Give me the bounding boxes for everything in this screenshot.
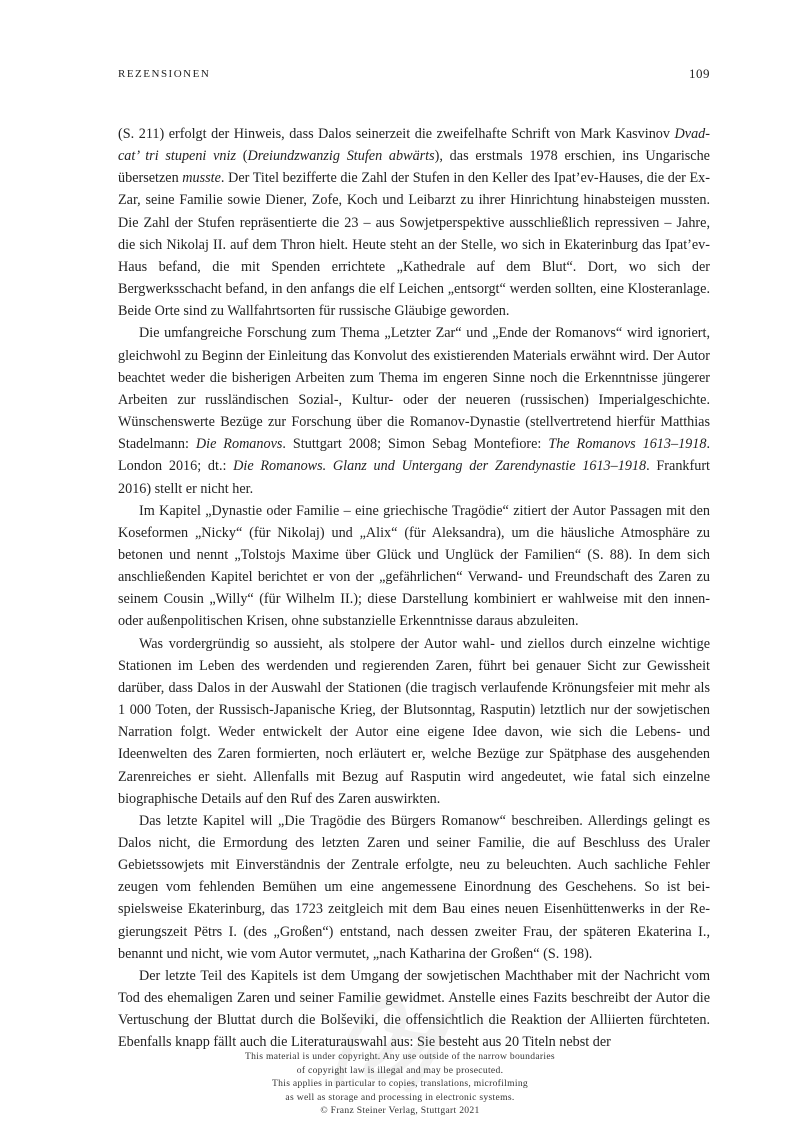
text-run: Was vordergründig so aussieht, als stolpere der Autor wahl- und ziellos durch einzelne wichtige Stationen im Leben des werdenden und regierenden Zaren, führt bei genauer Sicht zur Gewissheit darüber, dass Dalos in der Auswahl der Stationen (die tragisch verlaufende Krönungsfeier mit mehr als 1 000 Toten, der Russisch-Japanische Krieg, der Blutsonntag, Rasputin) letztlich nur der sowjetischen Narration folgt. Weder entwickelt der Autor eine eigene Idee davon, wie sich die Lebens- und Ideenwelten des Zaren formierten, noch erläutert er, welche Bezüge zur Spätphase des ausgehenden Zarenreiches er sieht. Allenfalls mit Bezug auf Rasputin wird angedeutet, wie fatal sich einzelne biographische Details auf den Ruf des Zaren auswirkten. — [118, 635, 710, 807]
paragraph — [118, 322, 710, 499]
italic-title: Dvadcat’ tri stupeni vniz — [118, 126, 710, 165]
running-head — [118, 68, 710, 86]
copyright-line: of copyright law is illegal and may be prosecuted. — [296, 1064, 504, 1076]
text-run: Im Kapitel „Dynastie oder Familie – eine griechische Tragödie“ zitiert der Autor Passagen mit den Koseformen „Nicky“ (für Nikolaj) und „Alix“ (für Aleksandra), um die häusliche Atmosphäre zu betonen und nennt „Tolstojs Maxime über Glück und Unglück der Familien“ (S. 88). In dem sich anschließenden Kapitel berichtet er von der „gefährlichen“ Verwand- und Freundschaft des Zaren zu seinem Cousin „Willy“ (für Wilhelm II.); diese Darstellung kombiniert er wahlweise mit den innen- oder außenpolitischen Krisen, ohne substanzielle Erkenntnisse daraus abzuleiten. — [118, 502, 710, 630]
text-run: . Stuttgart 2008; Simon Sebag Montefiore: — [282, 436, 549, 453]
italic-title: Die Romanovs — [195, 436, 283, 453]
text-run: (S. 211) erfolgt der Hinweis, dass Dalos seinerzeit die zweifelhafte Schrift von Mark Kasvinov — [118, 126, 675, 142]
copyright-line: This applies in particular to copies, translations, microfilming — [271, 1078, 529, 1089]
text-run: . Der Titel bezifferte die Zahl der Stufen in den Keller des Ipat’ev-Hauses, die der Ex-Zar, seine Familie sowie Diener, Zofe, Koch und Leibarzt zu ihrer Hinrichtung hinabsteigen mussten. Die Zahl der Stufen repräsentierte die 23 – aus Sowjetperspektive ausschließlich repressiven – Jahre, die sich Nikolaj II. auf dem Thron hielt. Heute steht an der Stelle, wo sich in Ekaterinburg das Ipat’ev-Haus befand, die mit Spenden errichtete „Kathedrale auf dem Blut“. Dort, wo sich der Bergwerksschacht befand, in den anfangs die elf Leichen „entsorgt“ werden sollten, eine Klosteranlage. Beide Orte sind zu Wallfahrtsorten für russische Gläubige geworden. — [118, 170, 710, 320]
italic-title: Dreiundzwanzig Stufen abwärts — [247, 148, 435, 165]
text-run: . Frankfurt 2016) stellt er nicht her. — [118, 458, 710, 497]
italic-title: musste — [182, 170, 221, 187]
copyright-line: © Franz Steiner Verlag, Stuttgart 2021 — [320, 1105, 480, 1116]
paragraph — [118, 633, 710, 810]
text-run: . London 2016; dt.: — [118, 436, 710, 475]
text-run: Die umfangreiche Forschung zum Thema „Letzter Zar“ und „Ende der Romanovs“ wird ignoriert, gleichwohl zu Beginn der Einleitung das Konvolut des existierenden Materials erwähnt wird. Der Autor beachtet weder die bisherigen Arbeiten zum Thema im engeren Sinne noch die Erkenntnisse jüngerer Arbeiten zur russländischen Sozial-, Kultur- oder der neueren (russischen) Imperialgeschichte. Wünschenswerte Bezüge zur Forschung über die Romanov-Dynastie (stellvertretend hierfür Matthias Stadelmann: — [118, 325, 710, 453]
section-title: REZENSIONEN — [118, 68, 211, 80]
paragraph — [118, 123, 710, 322]
copyright-notice — [150, 1050, 650, 1118]
text-run: ), das erstmals 1978 erschien, ins Ungarische übersetzen — [118, 148, 710, 187]
copyright-line: as well as storage and processing in electronic systems. — [285, 1091, 515, 1103]
italic-title: The Romanovs 1613–1918 — [548, 436, 707, 453]
text-run: Der letzte Teil des Kapitels ist dem Umgang der sowjetischen Machthaber mit der Nachricht vom Tod des ehemaligen Zaren und seiner Familie gewidmet. Anstelle eines Fazits beschreibt der Autor die Vertuschung der Bluttat durch die Bolševiki, die offensichtlich die Reaktion der Alliierten fürchteten. Ebenfalls knapp fällt auch die Literaturauswahl aus: Sie besteht aus 20 Titeln nebst der — [118, 967, 710, 1051]
paragraph — [118, 810, 710, 965]
italic-title: Die Romanows. Glanz und Untergang der Zarendynastie 1613–1918 — [233, 458, 647, 475]
page-number: 109 — [689, 66, 710, 81]
review-body — [118, 123, 710, 1054]
copyright-line: This material is under copyright. Any use outside of the narrow boundaries — [245, 1051, 555, 1062]
text-run: Das letzte Kapitel will „Die Tragödie des Bürgers Romanow“ beschreiben. Allerdings gelingt es Dalos nicht, die Ermordung des letzten Zaren und seiner Familie, die auf Beschluss des Uraler Gebietssowjets mit Einverständnis der Zentrale erfolgte, neu zu beleuchten. Auch sachliche Fehler zeugen vom fehlenden Bemühen um eine angemessene Einordnung des Geschehens. So ist beispielsweise Ekaterinburg, das 1723 zeitgleich mit dem Bau eines neuen Eisenhüttenwerks in der Regierungszeit Pëtrs I. (des „Großen“) entstand, nach dessen zweiter Frau, der späteren Ekaterina I., benannt und nicht, wie vom Autor vermutet, „nach Katharina der Großen“ (S. 198). — [118, 812, 710, 962]
paragraph — [118, 500, 710, 633]
text-run: ( — [235, 148, 248, 165]
